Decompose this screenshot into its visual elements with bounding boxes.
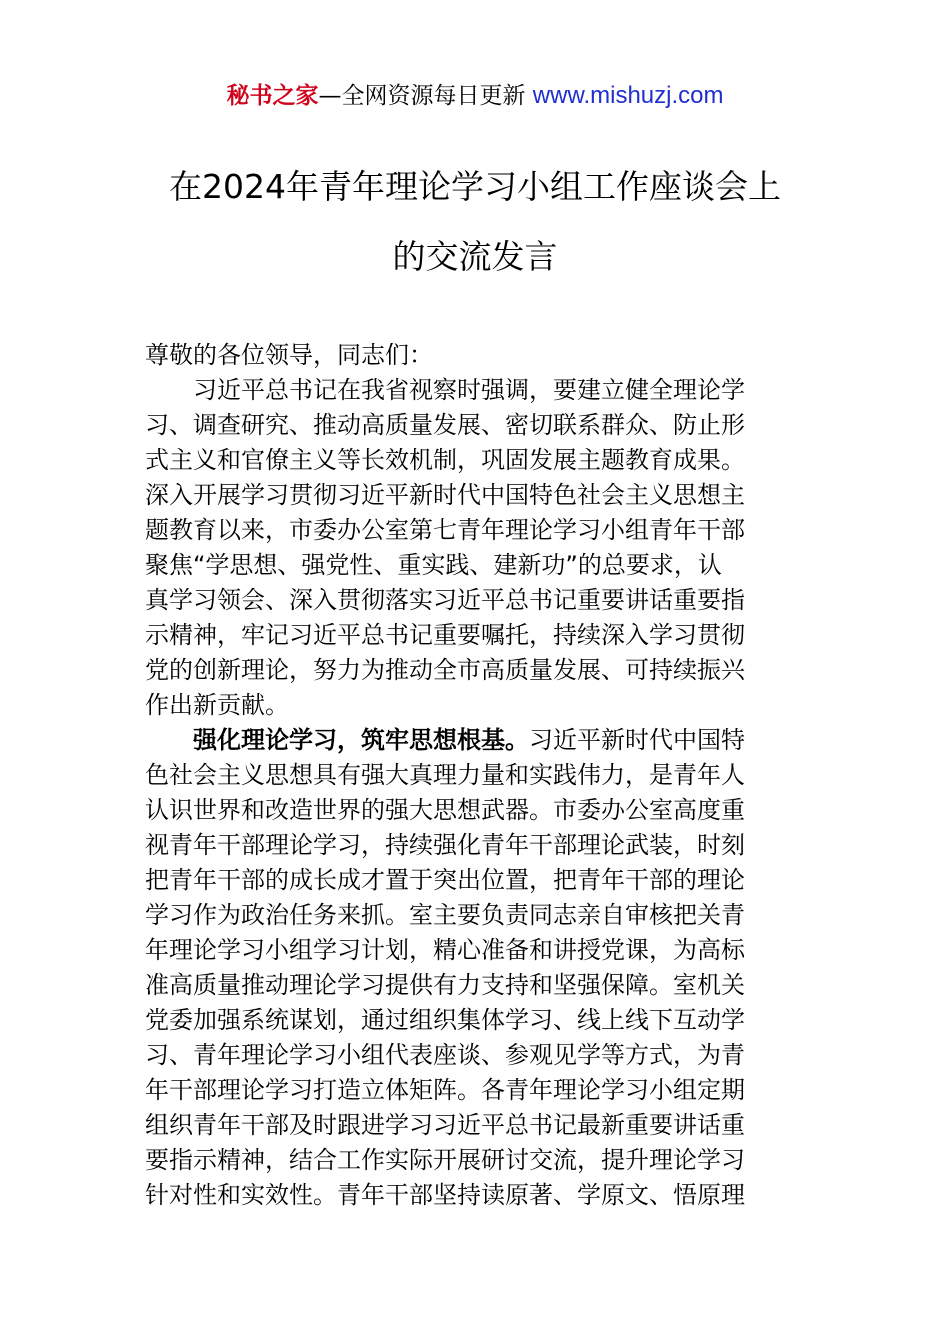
paragraph-1-line: 式主义和官僚主义等长效机制，巩固发展主题教育成果。 <box>145 446 745 474</box>
paragraph-2-line: 学习作为政治任务来抓。室主要负责同志亲自审核把关青 <box>145 901 745 929</box>
paragraph-1-line: 聚焦“学思想、强党性、重实践、建新功”的总要求，认 <box>145 551 722 579</box>
site-tagline: —全网资源每日更新 <box>318 83 533 109</box>
paragraph-2-line: 要指示精神，结合工作实际开展研讨交流，提升理论学习 <box>145 1146 745 1174</box>
paragraph-2-first-line-rest: 习近平新时代中国特 <box>529 726 745 754</box>
paragraph-1-line: 党的创新理论，努力为推动全市高质量发展、可持续振兴 <box>145 656 745 684</box>
paragraph-2-line: 党委加强系统谋划，通过组织集体学习、线上线下互动学 <box>145 1006 745 1034</box>
title-line-1: 在2024年青年理论学习小组工作座谈会上 <box>169 167 781 206</box>
paragraph-2-line: 认识世界和改造世界的强大思想武器。市委办公室高度重 <box>145 796 745 824</box>
paragraph-2-line: 把青年干部的成长成才置于突出位置，把青年干部的理论 <box>145 866 745 894</box>
site-header <box>0 80 950 112</box>
site-brand: 秘书之家 <box>226 83 319 109</box>
title-line-2: 的交流发言 <box>392 237 558 276</box>
paragraph-2-line: 针对性和实效性。青年干部坚持读原著、学原文、悟原理 <box>145 1181 745 1209</box>
paragraph-1-line: 真学习领会、深入贯彻落实习近平总书记重要讲话重要指 <box>145 586 745 614</box>
paragraph-1-line: 示精神，牢记习近平总书记重要嘱托，持续深入学习贯彻 <box>145 621 745 649</box>
paragraph-2-line: 色社会主义思想具有强大真理力量和实践伟力，是青年人 <box>145 761 745 789</box>
paragraph-2-line: 准高质量推动理论学习提供有力支持和坚强保障。室机关 <box>145 971 745 999</box>
site-url-link[interactable]: www.mishuzj.com <box>532 82 724 109</box>
paragraph-2-line: 年理论学习小组学习计划，精心准备和讲授党课，为高标 <box>145 936 745 964</box>
paragraph-1-line: 深入开展学习贯彻习近平新时代中国特色社会主义思想主 <box>145 481 745 509</box>
paragraph-2-line: 习、青年理论学习小组代表座谈、参观见学等方式，为青 <box>145 1041 745 1069</box>
document-body <box>145 338 810 1213</box>
paragraph-2-line: 视青年干部理论学习，持续强化青年干部理论武装，时刻 <box>145 831 745 859</box>
document-title <box>140 152 810 292</box>
salutation: 尊敬的各位领导，同志们： <box>145 341 433 369</box>
paragraph-1-line: 习、调查研究、推动高质量发展、密切联系群众、防止形 <box>145 411 745 439</box>
paragraph-1-line: 作出新贡献。 <box>145 691 289 719</box>
paragraph-2-first-line <box>145 723 810 758</box>
paragraph-2-line: 年干部理论学习打造立体矩阵。各青年理论学习小组定期 <box>145 1076 745 1104</box>
paragraph-1-line: 题教育以来，市委办公室第七青年理论学习小组青年干部 <box>145 516 745 544</box>
paragraph-2-heading: 强化理论学习，筑牢思想根基。 <box>193 726 529 754</box>
paragraph-2-line: 组织青年干部及时跟进学习习近平总书记最新重要讲话重 <box>145 1111 745 1139</box>
paragraph-1-line: 习近平总书记在我省视察时强调，要建立健全理论学 <box>193 376 745 404</box>
